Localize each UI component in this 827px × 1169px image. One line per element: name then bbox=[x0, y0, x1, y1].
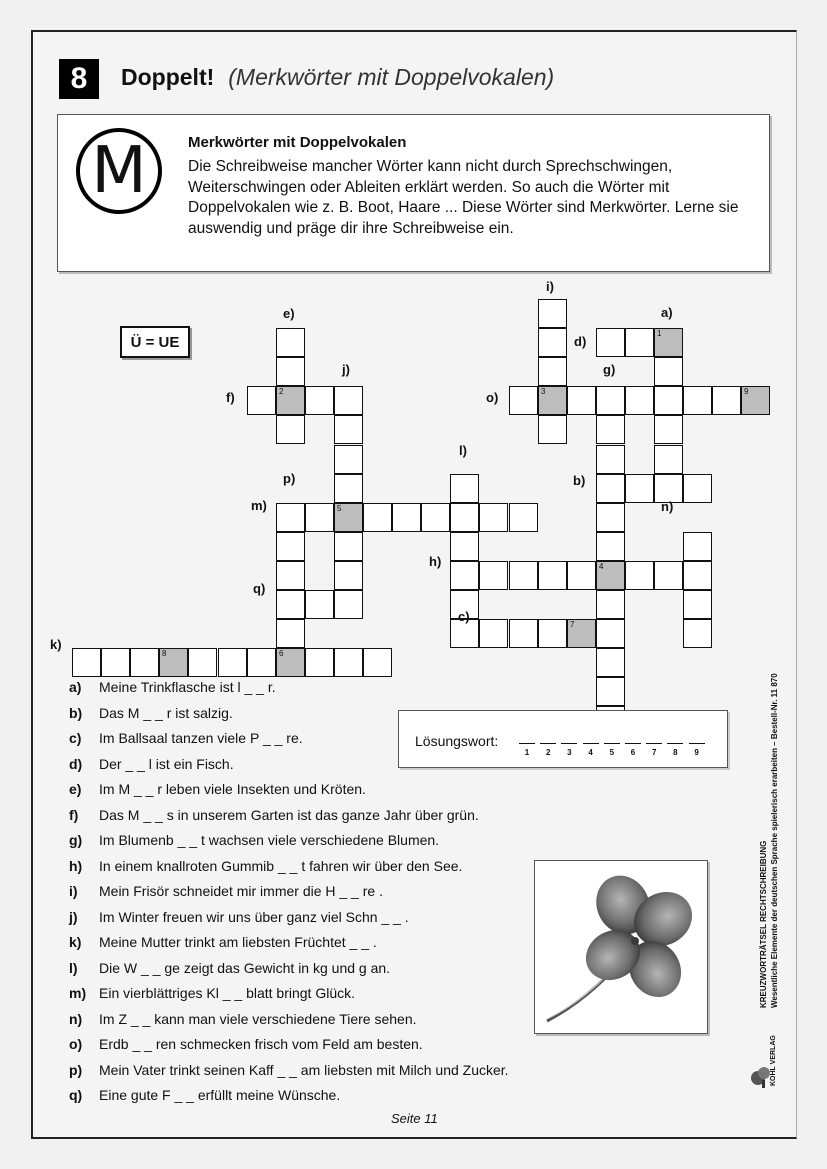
grid-cell[interactable] bbox=[596, 590, 625, 619]
grid-cell[interactable] bbox=[596, 474, 625, 503]
grid-clue-label: p) bbox=[283, 471, 296, 486]
solution-slot[interactable] bbox=[689, 727, 705, 757]
publisher-logo bbox=[748, 1035, 784, 1090]
grid-cell[interactable] bbox=[479, 619, 508, 648]
solution-slot[interactable] bbox=[540, 727, 556, 757]
page-number: Seite 11 bbox=[391, 1111, 438, 1126]
clue-item: i) Mein Frisör schneidet mir immer die H _ _ re . bbox=[69, 883, 383, 899]
solution-slot-number: 3 bbox=[567, 748, 572, 757]
grid-cell[interactable] bbox=[654, 386, 683, 415]
grid-cell[interactable] bbox=[625, 474, 654, 503]
title-subtitle: (Merkwörter mit Doppelvokalen) bbox=[228, 64, 555, 90]
clue-item: b) Das M _ _ r ist salzig. bbox=[69, 704, 233, 721]
cell-number: 2 bbox=[279, 387, 284, 396]
cell-number: 6 bbox=[279, 649, 284, 658]
grid-cell[interactable] bbox=[596, 619, 625, 648]
solution-slot-number: 9 bbox=[694, 748, 699, 757]
grid-cell[interactable] bbox=[596, 386, 625, 415]
solution-cell[interactable] bbox=[334, 503, 363, 532]
grid-clue-label: n) bbox=[661, 499, 674, 514]
solution-slot-number: 1 bbox=[524, 748, 530, 757]
grid-clue-label: a) bbox=[661, 305, 673, 320]
grid-cell[interactable] bbox=[334, 648, 363, 677]
solution-cell[interactable] bbox=[159, 648, 188, 677]
grid-cell[interactable] bbox=[596, 677, 625, 706]
grid-cell[interactable] bbox=[276, 357, 305, 386]
grid-cell[interactable] bbox=[683, 386, 712, 415]
clue-item: k) Meine Mutter trinkt am liebsten Früchtet _ _ . bbox=[69, 934, 377, 950]
grid-clue-label: c) bbox=[458, 609, 470, 624]
grid-clue-label: l) bbox=[459, 443, 467, 458]
grid-cell[interactable] bbox=[421, 503, 450, 532]
umlaut-hint: Ü = UE bbox=[120, 326, 190, 358]
cell-number: 9 bbox=[744, 387, 749, 396]
grid-cell[interactable] bbox=[683, 561, 712, 590]
publisher-name: KOHL VERLAG bbox=[770, 1035, 777, 1086]
page-title bbox=[121, 64, 554, 91]
grid-cell[interactable] bbox=[305, 503, 334, 532]
clue-item: n) Im Z _ _ kann man viele verschiedene Tiere sehen. bbox=[69, 1010, 417, 1027]
grid-cell[interactable] bbox=[334, 386, 363, 415]
solution-cell[interactable] bbox=[654, 328, 683, 357]
grid-cell[interactable] bbox=[509, 619, 538, 648]
grid-cell[interactable] bbox=[247, 648, 276, 677]
solution-cell[interactable] bbox=[276, 386, 305, 415]
grid-clue-label: i) bbox=[546, 279, 554, 294]
side-caption: KREUZWORTRÄTSEL RECHTSCHREIBUNG Wesentliche Elemente der deutschen Sprache spielerisch erarbeiten – Bestell-Nr. 11 870 bbox=[759, 673, 779, 1008]
grid-cell[interactable] bbox=[276, 503, 305, 532]
cell-number: 7 bbox=[570, 620, 575, 629]
solution-cell[interactable] bbox=[538, 386, 567, 415]
grid-cell[interactable] bbox=[392, 503, 421, 532]
grid-cell[interactable] bbox=[683, 474, 712, 503]
grid-clue-label: e) bbox=[283, 306, 295, 321]
grid-cell[interactable] bbox=[654, 561, 683, 590]
grid-cell[interactable] bbox=[509, 503, 538, 532]
grid-clue-label: b) bbox=[573, 473, 586, 488]
grid-cell[interactable] bbox=[596, 328, 625, 357]
solution-slot[interactable] bbox=[667, 727, 683, 757]
grid-cell[interactable] bbox=[538, 561, 567, 590]
solution-slot-number: 8 bbox=[673, 748, 678, 757]
grid-cell[interactable] bbox=[450, 474, 479, 503]
grid-cell[interactable] bbox=[654, 445, 683, 474]
grid-cell[interactable] bbox=[72, 648, 101, 677]
grid-cell[interactable] bbox=[276, 415, 305, 444]
solution-slot[interactable] bbox=[583, 727, 599, 757]
grid-cell[interactable] bbox=[101, 648, 130, 677]
grid-clue-label: q) bbox=[253, 581, 266, 596]
grid-clue-label: o) bbox=[486, 390, 499, 405]
clover-image bbox=[534, 860, 708, 1034]
solution-cell[interactable] bbox=[596, 561, 625, 590]
grid-cell[interactable] bbox=[334, 445, 363, 474]
grid-cell[interactable] bbox=[625, 386, 654, 415]
clue-item: a) Meine Trinkflasche ist l _ _ r. bbox=[69, 679, 276, 695]
solution-slot[interactable] bbox=[604, 727, 620, 757]
publisher-tree-icon bbox=[748, 1040, 784, 1090]
grid-cell[interactable] bbox=[334, 415, 363, 444]
grid-clue-label: g) bbox=[603, 362, 616, 377]
solution-slot-number: 4 bbox=[588, 748, 593, 757]
clue-item: p) Mein Vater trinkt seinen Kaff _ _ am liebsten mit Milch und Zucker. bbox=[69, 1061, 509, 1078]
solution-cell[interactable] bbox=[567, 619, 596, 648]
grid-cell[interactable] bbox=[683, 619, 712, 648]
clue-item: l) Die W _ _ ge zeigt das Gewicht in kg und g an. bbox=[69, 959, 391, 976]
cell-number: 4 bbox=[599, 562, 604, 571]
grid-cell[interactable] bbox=[334, 474, 363, 503]
grid-cell[interactable] bbox=[479, 503, 508, 532]
grid-cell[interactable] bbox=[538, 299, 567, 328]
grid-clue-label: f) bbox=[226, 390, 235, 405]
grid-cell[interactable] bbox=[334, 590, 363, 619]
grid-cell[interactable] bbox=[450, 561, 479, 590]
grid-cell[interactable] bbox=[305, 648, 334, 677]
grid-cell[interactable] bbox=[538, 619, 567, 648]
clue-item: o) Erdb _ _ ren schmecken frisch vom Feld am besten. bbox=[69, 1036, 423, 1052]
grid-cell[interactable] bbox=[625, 328, 654, 357]
grid-cell[interactable] bbox=[654, 357, 683, 386]
clue-item: e) Im M _ _ r leben viele Insekten und Kröten. bbox=[69, 781, 366, 797]
grid-cell[interactable] bbox=[509, 386, 538, 415]
grid-cell[interactable] bbox=[538, 357, 567, 386]
merkwort-logo-icon: M bbox=[76, 128, 162, 214]
clue-item: h) In einem knallroten Gummib _ _ t fahren wir über den See. bbox=[69, 857, 463, 874]
grid-cell[interactable] bbox=[596, 415, 625, 444]
grid-cell[interactable] bbox=[334, 532, 363, 561]
info-text: Die Schreibweise mancher Wörter kann nicht durch Sprechschwingen, Weiterschwingen oder Ableiten erklärt werden. So auch die Wörter mit Doppelvokalen wie z. B. Boot, Haare ... Diese Wörter sind Merkwörter. Lerne sie auswendig und präge dir ihre Schreibweise ein. bbox=[188, 158, 739, 237]
grid-cell[interactable] bbox=[188, 648, 217, 677]
solution-slot-number: 2 bbox=[545, 748, 551, 757]
solution-slot[interactable] bbox=[625, 727, 641, 757]
grid-cell[interactable] bbox=[247, 386, 276, 415]
solution-slot[interactable] bbox=[646, 727, 662, 757]
grid-cell[interactable] bbox=[305, 386, 334, 415]
grid-cell[interactable] bbox=[276, 328, 305, 357]
solution-slot-number: 6 bbox=[630, 748, 636, 757]
grid-cell[interactable] bbox=[305, 590, 334, 619]
grid-cell[interactable] bbox=[509, 561, 538, 590]
clue-item: d) Der _ _ l ist ein Fisch. bbox=[69, 755, 234, 772]
solution-box bbox=[398, 710, 728, 768]
cell-number: 1 bbox=[657, 329, 662, 338]
grid-cell[interactable] bbox=[712, 386, 741, 415]
solution-slot-number: 5 bbox=[609, 748, 615, 757]
cell-number: 8 bbox=[162, 649, 167, 658]
grid-cell[interactable] bbox=[596, 445, 625, 474]
grid-cell[interactable] bbox=[538, 415, 567, 444]
clue-item: f) Das M _ _ s in unserem Garten ist das ganze Jahr über grün. bbox=[69, 806, 479, 823]
clue-item: g) Im Blumenb _ _ t wachsen viele verschiedene Blumen. bbox=[69, 832, 440, 848]
grid-cell[interactable] bbox=[683, 590, 712, 619]
grid-cell[interactable] bbox=[654, 415, 683, 444]
cell-number: 5 bbox=[337, 504, 342, 513]
solution-slot-number: 7 bbox=[651, 748, 657, 757]
exercise-number: 8 bbox=[59, 59, 99, 99]
solution-slot[interactable] bbox=[561, 727, 577, 757]
grid-cell[interactable] bbox=[363, 648, 392, 677]
clue-item: q) Eine gute F _ _ erfüllt meine Wünsche. bbox=[69, 1087, 341, 1103]
solution-cell[interactable] bbox=[741, 386, 770, 415]
solution-slot[interactable] bbox=[519, 727, 535, 757]
info-title: Merkwörter mit Doppelvokalen bbox=[188, 134, 407, 151]
grid-cell[interactable] bbox=[276, 619, 305, 648]
grid-cell[interactable] bbox=[363, 503, 392, 532]
grid-cell[interactable] bbox=[538, 328, 567, 357]
grid-cell[interactable] bbox=[276, 590, 305, 619]
grid-cell[interactable] bbox=[450, 532, 479, 561]
grid-cell[interactable] bbox=[625, 561, 654, 590]
grid-cell[interactable] bbox=[450, 503, 479, 532]
clue-item: c) Im Ballsaal tanzen viele P _ _ re. bbox=[69, 730, 303, 746]
grid-cell[interactable] bbox=[334, 561, 363, 590]
cell-number: 3 bbox=[541, 387, 546, 396]
grid-cell[interactable] bbox=[596, 648, 625, 677]
grid-cell[interactable] bbox=[596, 532, 625, 561]
four-leaf-clover-icon bbox=[535, 861, 707, 1033]
grid-cell[interactable] bbox=[567, 561, 596, 590]
clue-item: j) Im Winter freuen wir uns über ganz viel Schn _ _ . bbox=[69, 908, 409, 925]
clue-item: m) Ein vierblättriges Kl _ _ blatt bringt Glück. bbox=[69, 985, 356, 1001]
grid-cell[interactable] bbox=[218, 648, 247, 677]
grid-clue-label: k) bbox=[50, 637, 62, 652]
grid-cell[interactable] bbox=[596, 503, 625, 532]
grid-clue-label: h) bbox=[429, 554, 442, 569]
solution-cell[interactable] bbox=[276, 648, 305, 677]
grid-clue-label: m) bbox=[251, 498, 267, 513]
grid-cell[interactable] bbox=[276, 561, 305, 590]
solution-label: Lösungswort: bbox=[415, 733, 499, 749]
grid-cell[interactable] bbox=[479, 561, 508, 590]
grid-cell[interactable] bbox=[683, 532, 712, 561]
grid-clue-label: j) bbox=[342, 362, 350, 377]
grid-cell[interactable] bbox=[130, 648, 159, 677]
grid-clue-label: d) bbox=[574, 334, 587, 349]
grid-cell[interactable] bbox=[276, 532, 305, 561]
grid-cell[interactable] bbox=[567, 386, 596, 415]
title-main: Doppelt! bbox=[121, 64, 215, 90]
